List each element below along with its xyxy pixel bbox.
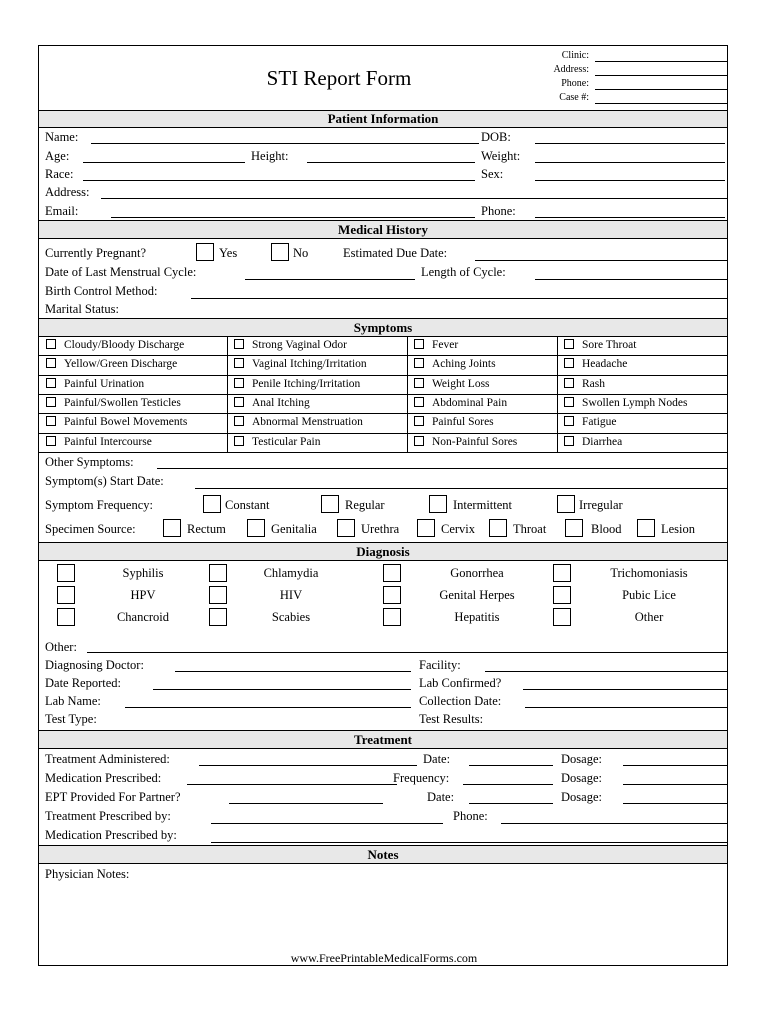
clinic-phone-field[interactable] [595,89,727,90]
symptom-label: Headache [582,358,628,371]
medication-field[interactable] [187,784,397,785]
section-symptoms: Symptoms [39,318,727,337]
symptom-label: Yellow/Green Discharge [64,358,178,371]
height-label: Height: [251,149,289,163]
dob-label: DOB: [481,130,511,144]
section-notes: Notes [39,845,727,864]
frequency-label: Frequency: [393,771,450,785]
frequency-irregular-checkbox[interactable] [557,495,575,513]
source-throat-checkbox[interactable] [489,519,507,537]
source-lesion-label: Lesion [661,522,696,536]
diagnosis-other-label: Other: [45,640,77,654]
frequency-irregular-label: Irregular [579,498,623,512]
dosage-label-1: Dosage: [561,752,602,766]
diagnosis-other-field[interactable] [87,652,727,653]
source-rectum-label: Rectum [187,522,226,536]
symptom-label: Painful Urination [64,377,145,390]
ept-date-field[interactable] [469,803,553,804]
section-patient-information: Patient Information [39,110,727,128]
test-results-label: Test Results: [419,712,484,726]
symptom-label: Swollen Lymph Nodes [582,396,688,409]
symptom-cloudy-bloody-discharge[interactable] [39,336,227,355]
birth-control-label: Birth Control Method: [45,284,158,298]
dosage-label-2: Dosage: [561,771,602,785]
source-cervix-checkbox[interactable] [417,519,435,537]
phone-label: Phone: [561,78,589,89]
case-label: Case #: [559,92,589,103]
frequency-regular-label: Regular [345,498,385,512]
dosage-field-1[interactable] [623,765,727,766]
cycle-length-field[interactable] [535,279,727,280]
medication-label: Medication Prescribed: [45,771,162,785]
collection-field[interactable] [525,707,727,708]
checkbox-icon[interactable] [564,378,574,388]
ept-label: EPT Provided For Partner? [45,790,181,804]
doctor-label: Diagnosing Doctor: [45,658,144,672]
symptom-swollen-lymph-nodes[interactable] [557,394,727,413]
symptom-label: Vaginal Itching/Irritation [252,358,367,371]
dob-field[interactable] [535,143,725,144]
checkbox-icon[interactable] [234,397,244,407]
case-number-field[interactable] [595,103,727,104]
due-date-field[interactable] [475,260,727,261]
checkbox-icon[interactable] [46,378,56,388]
diagnosis-gonorrhea-label: Gonorrhea [450,566,504,580]
symptom-label: Penile Itching/Irritation [252,377,361,390]
patient-phone-field[interactable] [535,217,725,218]
checkbox-icon[interactable] [414,378,424,388]
treatment-date-field[interactable] [469,765,553,766]
symptom-label: Anal Itching [252,396,310,409]
checkbox-icon[interactable] [564,339,574,349]
ept-date-label: Date: [427,790,455,804]
frequency-intermittent-label: Intermittent [453,498,513,512]
name-label: Name: [45,130,79,144]
lab-confirmed-label: Lab Confirmed? [419,676,502,690]
symptom-penile-itching-irritation[interactable] [227,375,407,394]
section-medical-history: Medical History [39,220,727,239]
due-date-label: Estimated Due Date: [343,246,448,260]
checkbox-icon[interactable] [564,397,574,407]
frequency-intermittent-checkbox[interactable] [429,495,447,513]
symptom-fever[interactable] [407,336,557,355]
symptom-label: Testicular Pain [252,435,321,448]
symptom-grid [39,336,727,452]
dosage-label-3: Dosage: [561,790,602,804]
menstrual-label: Date of Last Menstrual Cycle: [45,265,197,279]
clinic-label: Clinic: [561,50,589,61]
symptom-aching-joints[interactable] [407,355,557,374]
symptom-label: Sore Throat [582,339,637,351]
symptom-label: Fatigue [582,416,617,429]
other-symptoms-field[interactable] [157,468,727,469]
specimen-source-label: Specimen Source: [45,522,136,536]
symptom-start-field[interactable] [195,488,727,489]
symptom-diarrhea[interactable] [557,433,727,452]
symptom-painful-swollen-testicles[interactable] [39,394,227,413]
frequency-constant-checkbox[interactable] [203,495,221,513]
diagnosis-scabies-label: Scabies [271,610,311,624]
symptom-column-divider [557,336,558,452]
symptom-painful-intercourse[interactable] [39,433,227,452]
symptom-label: Fever [432,339,459,351]
lab-name-field[interactable] [125,707,411,708]
diagnosis-hpv-label: HPV [130,588,156,602]
symptom-painful-bowel-movements[interactable] [39,413,227,432]
diagnosis-chancroid-label: Chancroid [116,610,170,624]
collection-label: Collection Date: [419,694,502,708]
source-urethra-label: Urethra [361,522,400,536]
checkbox-icon[interactable] [234,378,244,388]
prescribed-by-field[interactable] [211,823,443,824]
symptom-weight-loss[interactable] [407,375,557,394]
diagnosis-other-label: Other [634,610,664,624]
email-field[interactable] [111,217,475,218]
dosage-field-3[interactable] [623,803,727,804]
physician-notes-label: Physician Notes: [45,867,130,881]
symptom-fatigue[interactable] [557,413,727,432]
marital-label: Marital Status: [45,302,119,316]
checkbox-icon[interactable] [564,416,574,426]
symptom-label: Aching Joints [432,358,496,371]
symptom-yellow-green-discharge[interactable] [39,355,227,374]
symptom-rash[interactable] [557,375,727,394]
symptom-non-painful-sores[interactable] [407,433,557,452]
checkbox-icon[interactable] [234,416,244,426]
section-treatment: Treatment [39,730,727,749]
pregnant-label: Currently Pregnant? [45,246,147,260]
checkbox-icon[interactable] [46,358,56,368]
checkbox-icon[interactable] [234,339,244,349]
symptom-vaginal-itching-irritation[interactable] [227,355,407,374]
name-field[interactable] [91,143,479,144]
checkbox-icon[interactable] [234,358,244,368]
source-blood-label: Blood [591,522,622,536]
checkbox-icon[interactable] [414,358,424,368]
symptom-column-divider [227,336,228,452]
checkbox-icon[interactable] [414,416,424,426]
symptom-label: Diarrhea [582,435,623,448]
symptom-label: Painful Sores [432,416,494,429]
frequency-options [39,494,727,516]
other-symptoms-label: Other Symptoms: [45,455,134,469]
symptom-label: Non-Painful Sores [432,435,518,448]
frequency-regular-checkbox[interactable] [321,495,339,513]
diagnosis-trichomoniasis-label: Trichomoniasis [610,566,688,580]
sti-report-form [38,45,728,966]
clinic-field[interactable] [595,61,727,62]
symptom-start-label: Symptom(s) Start Date: [45,474,164,488]
symptom-strong-vaginal-odor[interactable] [227,336,407,355]
symptom-row-divider [39,452,727,453]
email-label: Email: [45,204,79,218]
checkbox-icon[interactable] [564,358,574,368]
frequency-field[interactable] [463,784,553,785]
age-label: Age: [45,149,70,163]
symptom-label: Abnormal Menstruation [252,416,363,429]
source-cervix-label: Cervix [441,522,476,536]
weight-field[interactable] [535,162,725,163]
administered-field[interactable] [199,765,417,766]
pregnant-yes-label: Yes [219,246,238,260]
facility-label: Facility: [419,658,461,672]
patient-phone-label: Phone: [481,204,516,218]
dosage-field-2[interactable] [623,784,727,785]
physician-notes-area[interactable] [43,882,723,946]
clinic-address-field[interactable] [595,75,727,76]
ept-field[interactable] [229,803,383,804]
section-diagnosis: Diagnosis [39,542,727,561]
treatment-phone-label: Phone: [453,809,488,823]
address-field[interactable] [101,198,727,199]
frequency-constant-label: Constant [225,498,270,512]
footer-url: www.FreePrintableMedicalForms.com [290,951,478,965]
diagnosis-grid [39,564,727,634]
treatment-phone-field[interactable] [501,823,727,824]
pregnant-no-label: No [293,246,309,260]
diagnosis-hiv-label: HIV [279,588,303,602]
symptom-abnormal-menstruation[interactable] [227,413,407,432]
symptom-headache[interactable] [557,355,727,374]
symptom-anal-itching[interactable] [227,394,407,413]
weight-label: Weight: [481,149,521,163]
checkbox-icon[interactable] [46,416,56,426]
symptom-column-divider [407,336,408,452]
prescribed-by-label: Treatment Prescribed by: [45,809,171,823]
symptom-painful-sores[interactable] [407,413,557,432]
doctor-field[interactable] [175,671,411,672]
checkbox-icon[interactable] [46,339,56,349]
symptom-label: Painful/Swollen Testicles [64,396,181,409]
checkbox-icon[interactable] [234,436,244,446]
treatment-date-label: Date: [423,752,451,766]
symptom-label: Strong Vaginal Odor [252,339,347,351]
symptom-label: Weight Loss [432,377,490,390]
source-urethra-checkbox[interactable] [337,519,355,537]
frequency-label: Symptom Frequency: [45,498,153,512]
age-field[interactable] [83,162,245,163]
checkbox-icon[interactable] [414,397,424,407]
sex-label: Sex: [481,167,504,181]
pregnant-yes-checkbox[interactable] [196,243,214,261]
symptom-label: Rash [582,377,605,390]
lab-confirmed-field[interactable] [523,689,727,690]
symptom-sore-throat[interactable] [557,336,727,355]
diagnosis-hepatitis-label: Hepatitis [454,610,500,624]
reported-field[interactable] [153,689,411,690]
diagnosis-pubic-lice-label: Pubic Lice [622,588,676,602]
symptom-label: Painful Intercourse [64,435,152,448]
source-lesion-checkbox[interactable] [637,519,655,537]
symptom-label: Cloudy/Bloody Discharge [64,339,185,351]
source-throat-label: Throat [513,522,547,536]
specimen-source-options [39,518,727,540]
lab-name-label: Lab Name: [45,694,101,708]
diagnosis-syphilis-label: Syphilis [122,566,164,580]
form-title: STI Report Form [266,66,412,90]
facility-field[interactable] [485,671,727,672]
birth-control-field[interactable] [191,298,727,299]
symptom-painful-urination[interactable] [39,375,227,394]
symptom-abdominal-pain[interactable] [407,394,557,413]
address-label: Address: [553,64,589,75]
source-genitalia-checkbox[interactable] [247,519,265,537]
symptom-label: Abdominal Pain [432,396,508,409]
address-label: Address: [45,185,90,199]
checkbox-icon[interactable] [414,436,424,446]
med-prescribed-by-label: Medication Prescribed by: [45,828,177,842]
med-prescribed-by-field[interactable] [211,842,727,843]
administered-label: Treatment Administered: [45,752,170,766]
diagnosis-genital-herpes-label: Genital Herpes [439,588,515,602]
symptom-testicular-pain[interactable] [227,433,407,452]
source-blood-checkbox[interactable] [565,519,583,537]
test-type-label: Test Type: [45,712,97,726]
diagnosis-chlamydia-label: Chlamydia [263,566,319,580]
race-field[interactable] [83,180,475,181]
symptom-label: Painful Bowel Movements [64,416,188,429]
race-label: Race: [45,167,74,181]
source-rectum-checkbox[interactable] [163,519,181,537]
reported-label: Date Reported: [45,676,122,690]
checkbox-icon[interactable] [564,436,574,446]
height-field[interactable] [307,162,475,163]
checkbox-icon[interactable] [414,339,424,349]
sex-field[interactable] [535,180,725,181]
pregnant-no-checkbox[interactable] [271,243,289,261]
menstrual-field[interactable] [245,279,415,280]
source-genitalia-label: Genitalia [271,522,317,536]
cycle-length-label: Length of Cycle: [421,265,506,279]
checkbox-icon[interactable] [46,397,56,407]
checkbox-icon[interactable] [46,436,56,446]
